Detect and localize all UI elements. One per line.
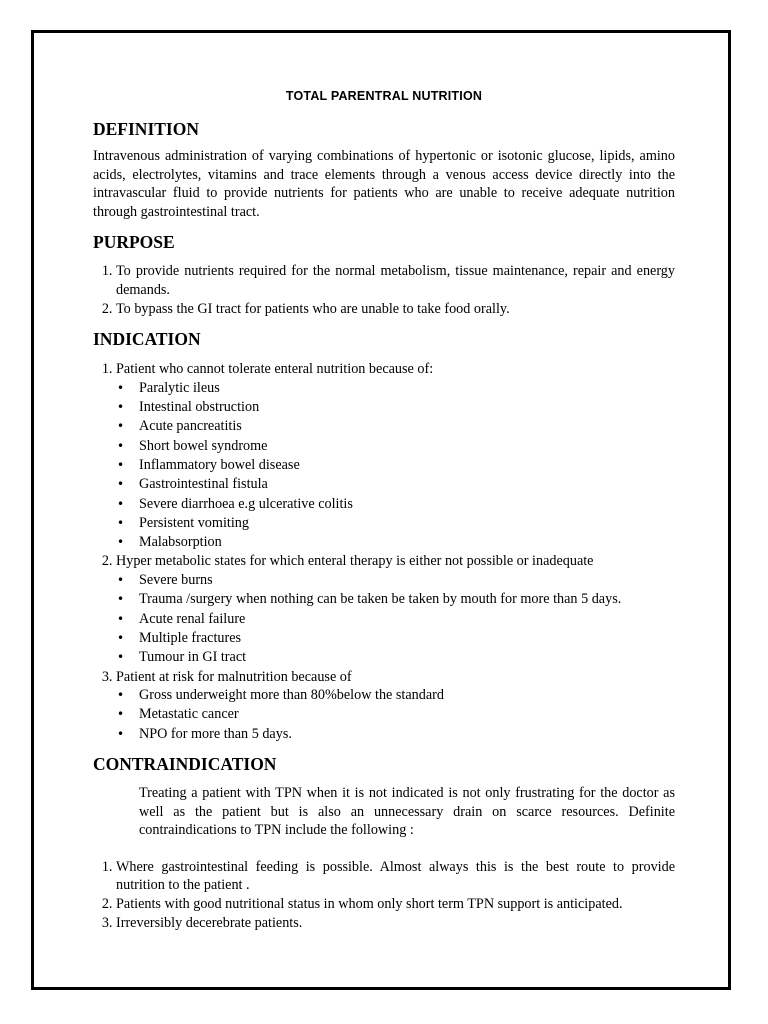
bullet-item: • Severe burns (139, 571, 675, 590)
bullet-item: • Gross underweight more than 80%below the standard (139, 686, 675, 705)
bullet-item: • Malabsorption (139, 533, 675, 552)
indication-item (116, 552, 675, 667)
indication-item (116, 360, 675, 552)
contraindication-intro: Treating a patient with TPN when it is not indicated is not only frustrating for the doctor as well as the patient but is also an unnecessary drain on scarce resources. Definite contraindications to TPN include the following : (139, 784, 675, 839)
bullet-item: • Multiple fractures (139, 629, 675, 648)
indication-item (116, 668, 675, 744)
purpose-heading: PURPOSE (93, 232, 175, 253)
indication-item-text: Patient at risk for malnutrition because of (116, 668, 352, 685)
bullet-item: • Inflammatory bowel disease (139, 456, 675, 475)
bullet-item: • Paralytic ileus (139, 379, 675, 398)
purpose-item: 2. To bypass the GI tract for patients who are unable to take food orally. (116, 300, 675, 319)
indication-sublist (116, 571, 675, 667)
bullet-item: • Intestinal obstruction (139, 398, 675, 417)
definition-text: Intravenous administration of varying combinations of hypertonic or isotonic glucose, lipids, amino acids, electrolytes, vitamins and trace elements through a venous access device directly into the intravascular fluid to provide nutrients for patients who are unable to receive adequate nutrition through gastrointestinal tract. (93, 148, 675, 220)
definition-heading: DEFINITION (93, 119, 199, 139)
indication-item-text: Patient who cannot tolerate enteral nutrition because of: (116, 361, 434, 378)
contraindication-item: 1. Where gastrointestinal feeding is possible. Almost always this is the best route to provide nutrition to the patient . (116, 858, 675, 895)
document-body (93, 84, 675, 932)
indication-sublist (116, 686, 675, 744)
contraindication-item: 2. Patients with good nutritional status in whom only short term TPN support is anticipated. (116, 895, 675, 914)
contraindication-item: 3. Irreversibly decerebrate patients. (116, 914, 675, 933)
bullet-item: • Persistent vomiting (139, 514, 675, 533)
indication-sublist (116, 379, 675, 553)
bullet-item: • Metastatic cancer (139, 705, 675, 724)
document-title: TOTAL PARENTRAL NUTRITION (285, 89, 483, 103)
bullet-item: • Severe diarrhoea e.g ulcerative colitis (139, 495, 675, 514)
bullet-item: • Acute renal failure (139, 610, 675, 629)
bullet-item: • Tumour in GI tract (139, 648, 675, 667)
contraindication-list (93, 858, 675, 932)
purpose-list (93, 262, 675, 318)
bullet-item: • Trauma /surgery when nothing can be taken be taken by mouth for more than 5 days. (139, 590, 675, 609)
purpose-item: 1. To provide nutrients required for the normal metabolism, tissue maintenance, repair and energy demands. (116, 262, 675, 299)
contraindication-heading: CONTRAINDICATION (93, 753, 277, 774)
indication-list (93, 360, 675, 744)
indication-heading: INDICATION (93, 329, 201, 350)
indication-item-text: Hyper metabolic states for which enteral therapy is either not possible or inadequate (116, 553, 594, 570)
bullet-item: • Acute pancreatitis (139, 417, 675, 436)
bullet-item: • Gastrointestinal fistula (139, 475, 675, 494)
bullet-item: • Short bowel syndrome (139, 437, 675, 456)
bullet-item: • NPO for more than 5 days. (139, 725, 675, 744)
